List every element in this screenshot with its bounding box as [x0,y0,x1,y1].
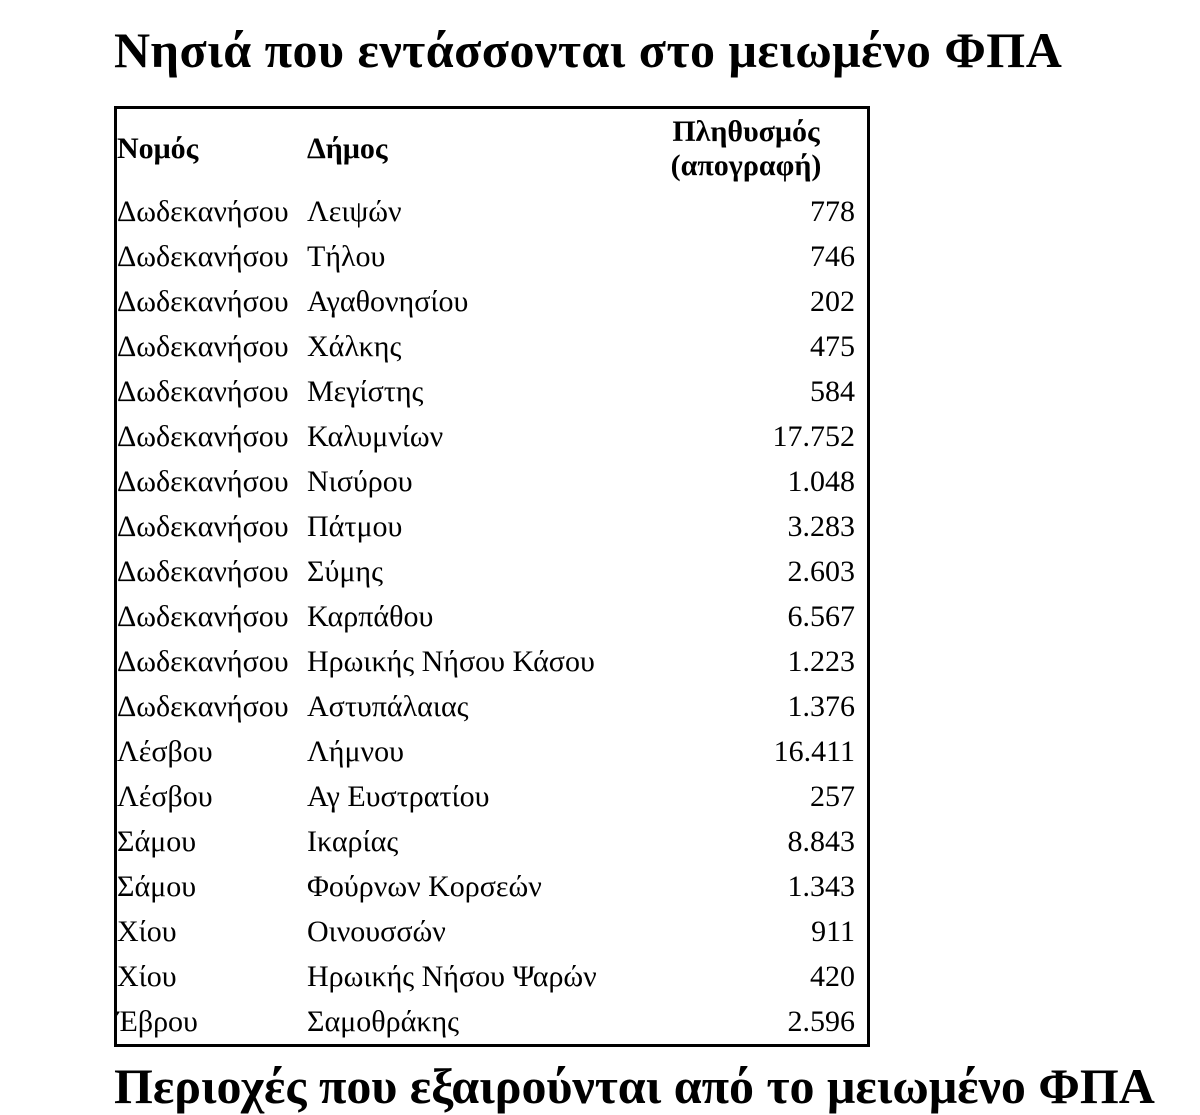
cell-population: 475 [810,329,855,363]
cell-nomos: Δωδεκανήσου [117,689,289,723]
cell-nomos: Δωδεκανήσου [117,194,289,228]
cell-dimos: Καρπάθου [307,599,434,633]
table-body [116,189,869,1046]
cell-nomos: Δωδεκανήσου [117,554,289,588]
table-header [116,107,869,189]
table-row [116,504,869,549]
cell-dimos: Λήμνου [307,734,404,768]
cell-population: 1.223 [787,644,855,678]
cell-dimos: Καλυμνίων [307,419,444,453]
cell-dimos: Φούρνων Κορσεών [307,869,542,903]
cell-nomos: Χίου [117,959,177,993]
table-row [116,864,869,909]
table-row [116,459,869,504]
cutoff-caption-region [114,1057,1174,1114]
column-header-population-line2: (απογραφή) [670,148,822,182]
cell-nomos: Έβρου [117,1004,198,1038]
table-row [116,234,869,279]
cell-population: 3.283 [787,509,855,543]
table-row [116,549,869,594]
cell-dimos: Οινουσσών [307,914,446,948]
column-header-population-line1: Πληθυσμός [672,114,820,148]
cell-dimos: Ηρωικής Νήσου Ψαρών [307,959,597,993]
cell-population: 2.596 [787,1004,855,1038]
cell-population: 584 [810,374,855,408]
cell-population: 6.567 [787,599,855,633]
cell-dimos: Αγ Ευστρατίου [307,779,490,813]
cell-population: 8.843 [787,824,855,858]
cell-population: 420 [810,959,855,993]
table-row [116,684,869,729]
table-row [116,954,869,999]
cell-nomos: Δωδεκανήσου [117,599,289,633]
cell-nomos: Λέσβου [117,734,213,768]
cell-dimos: Χάλκης [307,329,402,363]
cell-population: 1.343 [787,869,855,903]
cell-nomos: Χίου [117,914,177,948]
cell-population: 2.603 [787,554,855,588]
cell-dimos: Ικαρίας [307,824,399,858]
cell-nomos: Δωδεκανήσου [117,239,289,273]
cell-dimos: Ηρωικής Νήσου Κάσου [307,644,595,678]
cell-population: 1.048 [787,464,855,498]
table-row [116,414,869,459]
table-row [116,594,869,639]
cell-population: 17.752 [772,419,855,453]
table-row [116,774,869,819]
cell-population: 911 [811,914,855,948]
cutoff-caption-text: Περιοχές που εξαιρούνται από το μειωμένο ΦΠΑ [114,1058,1155,1114]
cell-nomos: Λέσβου [117,779,213,813]
cell-population: 746 [810,239,855,273]
cell-dimos: Νισύρου [307,464,413,498]
cell-nomos: Σάμου [117,869,197,903]
table-row [116,729,869,774]
table-row [116,819,869,864]
cell-dimos: Σύμης [307,554,383,588]
page-title: Νησιά που εντάσσονται στο μειωμένο ΦΠΑ [114,22,1063,78]
cell-population: 778 [810,194,855,228]
cell-population: 257 [810,779,855,813]
cell-dimos: Πάτμου [307,509,403,543]
cell-dimos: Αγαθονησίου [307,284,469,318]
cell-nomos: Σάμου [117,824,197,858]
table-row [116,324,869,369]
cell-nomos: Δωδεκανήσου [117,464,289,498]
column-header-population [637,107,869,189]
cell-nomos: Δωδεκανήσου [117,644,289,678]
cell-nomos: Δωδεκανήσου [117,374,289,408]
cell-dimos: Τήλου [307,239,386,273]
cell-nomos: Δωδεκανήσου [117,284,289,318]
cell-population: 202 [810,284,855,318]
table-row [116,279,869,324]
cell-population: 16.411 [773,734,855,768]
column-header-nomos: Νομός [117,131,199,165]
table-row [116,639,869,684]
cell-nomos: Δωδεκανήσου [117,509,289,543]
cell-dimos: Μεγίστης [307,374,424,408]
table-row [116,189,869,234]
table-header-row [116,107,869,189]
table-row [116,999,869,1046]
column-header-dimos: Δήμος [307,131,388,165]
cell-dimos: Λειψών [307,194,402,228]
cell-dimos: Σαμοθράκης [307,1004,460,1038]
cell-dimos: Αστυπάλαιας [307,689,469,723]
cell-nomos: Δωδεκανήσου [117,329,289,363]
islands-vat-table [114,106,870,1047]
table-row [116,369,869,414]
cell-nomos: Δωδεκανήσου [117,419,289,453]
table-row [116,909,869,954]
cell-population: 1.376 [787,689,855,723]
